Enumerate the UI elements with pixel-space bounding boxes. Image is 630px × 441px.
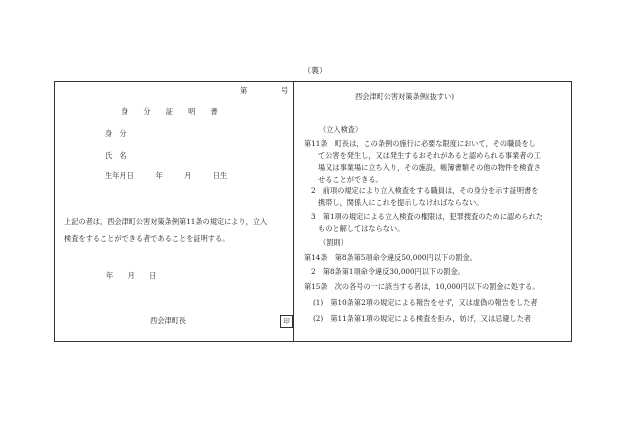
article-15: 第15条 次の各号の一に該当する者は，10,000円以下の罰金に処する。 (304, 282, 540, 291)
article-14: 第14条 第8条第5項命令違反50,000円以下の罰金。 (304, 253, 477, 262)
paragraph-2-line-1: 2 前項の規定により立入検査をする職員は，その身分を示す証明書を (311, 186, 539, 195)
article-11-line-3: 場又は事業場に立ち入り，その施設，帳簿書類その他の物件を検査さ (318, 163, 541, 172)
center-divider (293, 81, 294, 342)
number-suffix: 号 (281, 86, 289, 95)
section-heading-inspection: （立入検査） (319, 125, 363, 134)
birth-date-line: 生年月日 年 月 日生 (105, 171, 228, 180)
paragraph-3-line-2: ものと解してはならない。 (318, 224, 405, 233)
article-15-item-2: (2) 第11条第1項の規定による検査を拒み，妨げ，又は忌避した者 (313, 314, 532, 323)
article-11-line-1: 第11条 町長は，この条例の施行に必要な限度において，その職員をし (304, 139, 536, 148)
certification-line-2: 検査をすることができる者であることを証明する。 (64, 234, 230, 243)
certification-line-1: 上記の者は，西会津町公害対策条例第11条の規定により，立入 (64, 217, 268, 226)
field-label-status: 身 分 (105, 129, 127, 138)
section-heading-penalty: （罰則） (319, 238, 348, 247)
seal-mark: 印 (280, 315, 293, 328)
issue-date: 年 月 日 (106, 271, 157, 280)
paragraph-2-line-2: 携帯し，関係人にこれを提示しなければならない。 (318, 198, 484, 207)
article-15-item-1: (1) 第10条第2項の規定による報告をせず，又は虚偽の報告をした者 (313, 298, 538, 307)
number-prefix: 第 (240, 86, 248, 95)
article-11-line-2: て公害を発生し，又は発生するおそれがあると認められる事業者の工 (318, 151, 541, 160)
article-14-paragraph-2: 2 第8条第1項命令違反30,000円以下の罰金。 (311, 267, 465, 276)
paragraph-3-line-1: 3 第1項の規定による立入検査の権限は，犯罪捜査のために認められた (311, 212, 543, 221)
issuer-name: 西会津町長 (150, 316, 186, 325)
side-label: （裏） (303, 66, 327, 75)
article-11-line-4: せることができる。 (318, 175, 383, 184)
card-title: 身 分 証 明 書 (121, 107, 222, 116)
field-label-name: 氏 名 (105, 151, 127, 160)
ordinance-title: 西会津町公害対策条例(抜すい) (355, 92, 455, 101)
